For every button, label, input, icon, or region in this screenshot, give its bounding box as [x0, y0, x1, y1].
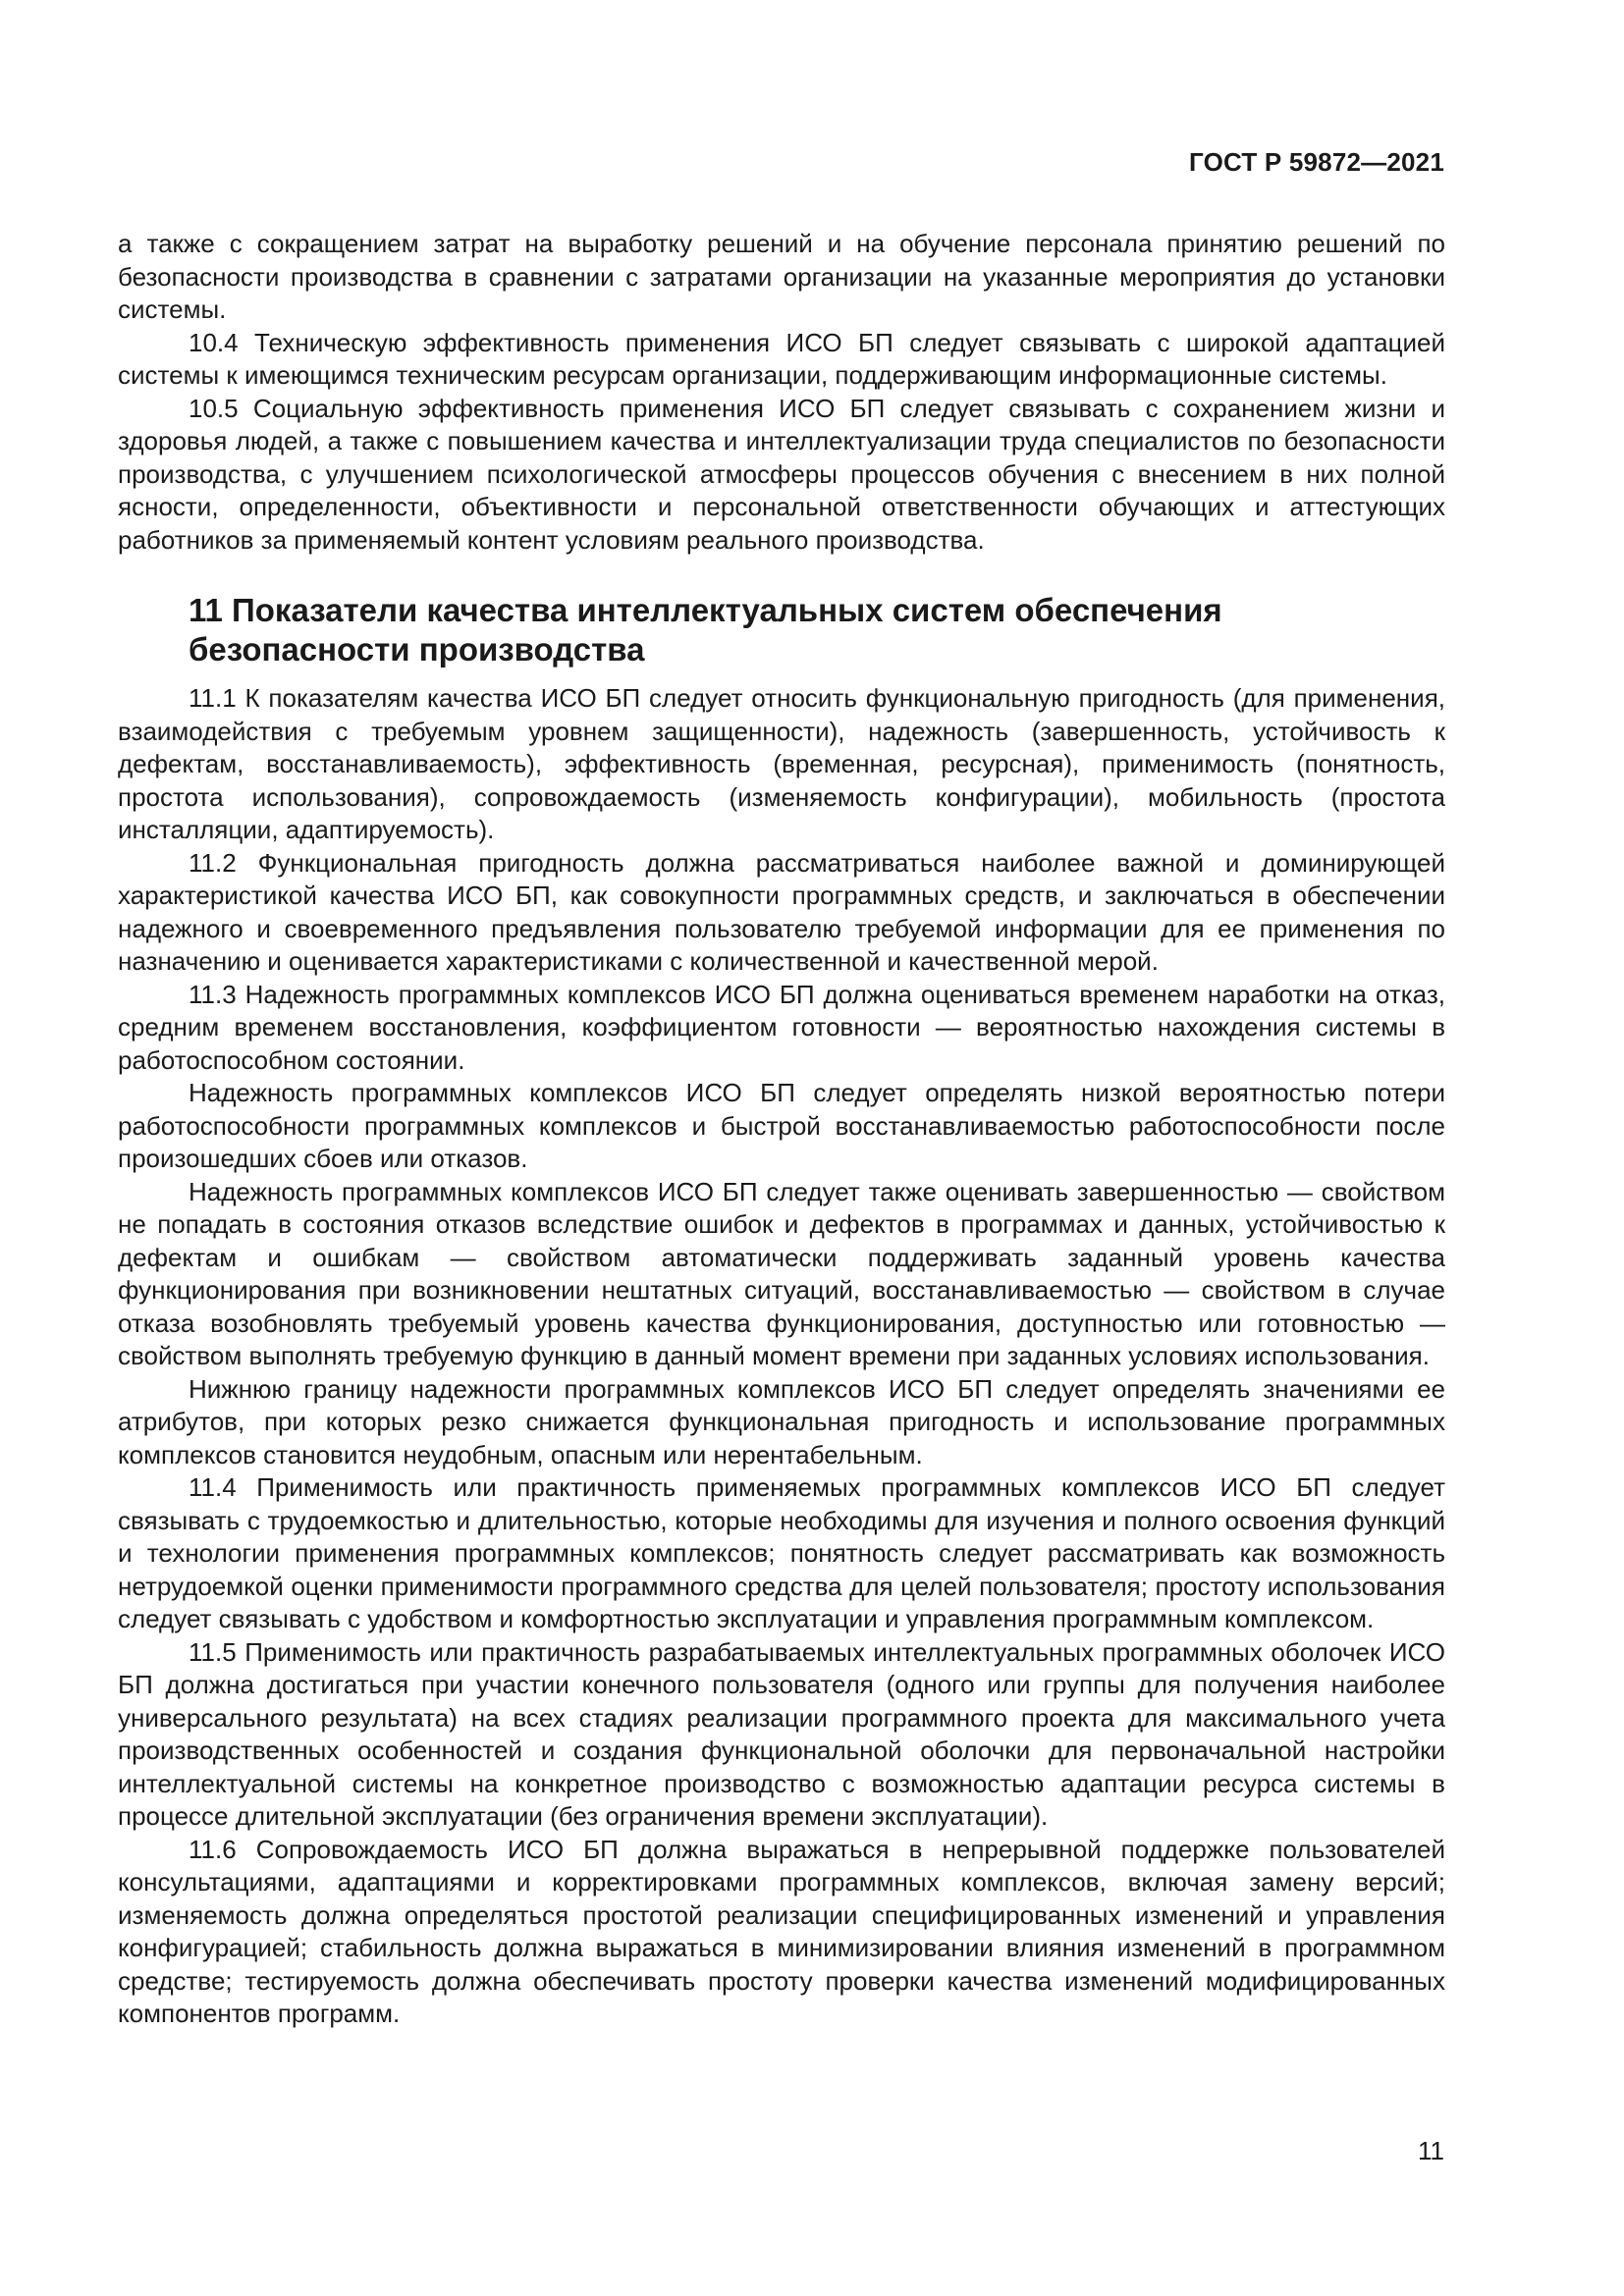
paragraph-11-4: 11.4 Применимость или практичность применяемых программных комплексов ИСО БП следует связывать с трудоемкостью и длительностью, которые необходимы для изучения и полного освоения функций и технологии применения программных комплексов; понятность следует рассматривать как возможность нетрудоемкой оценки применимости программного средства для целей пользователя; простоту использования следует связывать с удобством и комфортностью эксплуатации и управления программным комплексом. [118, 1472, 1445, 1633]
section-11-body [118, 682, 1445, 2031]
paragraph-10-4: 10.4 Техническую эффективность применения ИСО БП следует связывать с широкой адаптацией системы к имеющимся техническим ресурсам организации, поддерживающим информационные системы. [118, 327, 1445, 390]
document-id-header: ГОСТ Р 59872—2021 [1189, 147, 1444, 177]
paragraph-11-1: 11.1 К показателям качества ИСО БП следует относить функциональную пригодность (для применения, взаимодействия с требуемым уровнем защищенности), надежность (завершенность, устойчивость к дефектам, восстанавливаемость), эффективность (временная, ресурсная), применимость (понятность, простота использования), сопровождаемость (изменяемость конфигурации), мобильность (простота инсталляции, адаптируемость). [118, 683, 1445, 844]
paragraph-11-3-reliability-completeness: Надежность программных комплексов ИСО БП следует также оценивать завершенностью — свойством не попадать в состояния отказов вследствие ошибок и дефектов в программах и данных, устойчивостью к дефектам и ошибкам — свойством автоматически поддерживать заданный уровень качества функционирования при возникновении нештатных ситуаций, восстанавливаемостью — свойством в случае отказа возобновлять требуемый уровень качества функционирования, доступностью или готовностью — свойством выполнять требуемую функцию в данный момент времени при заданных условиях использования. [118, 1176, 1445, 1370]
paragraph-10-3-continued: а также с сокращением затрат на выработку решений и на обучение персонала принятию решений по безопасности производства в сравнении с затратами организации на указанные мероприятия до установки системы. [118, 229, 1445, 324]
paragraph-11-6: 11.6 Сопровождаемость ИСО БП должна выражаться в непрерывной поддержке пользователей консультациями, адаптациями и корректировками программных комплексов, включая замену версий; изменяемость должна определяться простотой реализации специфицированных изменений и управления конфигурацией; стабильность должна выражаться в минимизировании влияния изменений в программном средстве; тестируемость должна обеспечивать простоту проверки качества изменений модифицированных компонентов программ. [118, 1834, 1445, 2028]
paragraph-11-3: 11.3 Надежность программных комплексов ИСО БП должна оцениваться временем наработки на отказ, средним временем восстановления, коэффициентом готовности — вероятностью нахождения системы в работоспособном состоянии. [118, 979, 1445, 1075]
section-10-continuation [118, 228, 1445, 557]
paragraph-11-2: 11.2 Функциональная пригодность должна рассматриваться наиболее важной и доминирующей характеристикой качества ИСО БП, как совокупности программных средств, и заключаться в обеспечении надежного и своевременного предъявления пользователю требуемой информации для ее применения по назначению и оценивается характеристиками с количественной и качественной мерой. [118, 847, 1445, 976]
paragraph-11-5: 11.5 Применимость или практичность разрабатываемых интеллектуальных программных оболочек ИСО БП должна достигаться при участии конечного пользователя (одного или группы для получения наиболее универсального результата) на всех стадиях реализации программного проекта для максимального учета производственных особенностей и создания функциональной оболочки для первоначальной настройки интеллектуальной системы на конкретное производство с возможностью адаптации ресурса системы в процессе длительной эксплуатации (без ограничения времени эксплуатации). [118, 1636, 1445, 1831]
paragraph-11-3-reliability-loss: Надежность программных комплексов ИСО БП следует определять низкой вероятностью потери работоспособности программных комплексов и быстрой восстанавливаемостью работоспособности после произошедших сбоев или отказов. [118, 1078, 1445, 1173]
page-number: 11 [1418, 2136, 1444, 2165]
paragraph-10-5: 10.5 Социальную эффективность применения ИСО БП следует связывать с сохранением жизни и здоровья людей, а также с повышением качества и интеллектуализации труда специалистов по безопасности производства, с улучшением психологической атмосферы процессов обучения с внесением в них полной ясности, определенности, объективности и персональной ответственности обучающих и аттестующих работников за применяемый контент условиям реального производства. [118, 393, 1445, 555]
section-11-title: 11 Показатели качества интеллектуальных систем обеспечения безопасности производства [189, 592, 1222, 667]
paragraph-11-3-reliability-lower-bound: Нижнюю границу надежности программных комплексов ИСО БП следует определять значениями ее атрибутов, при которых резко снижается функциональная пригодность и использование программных комплексов становится неудобным, опасным или нерентабельным. [118, 1373, 1445, 1469]
